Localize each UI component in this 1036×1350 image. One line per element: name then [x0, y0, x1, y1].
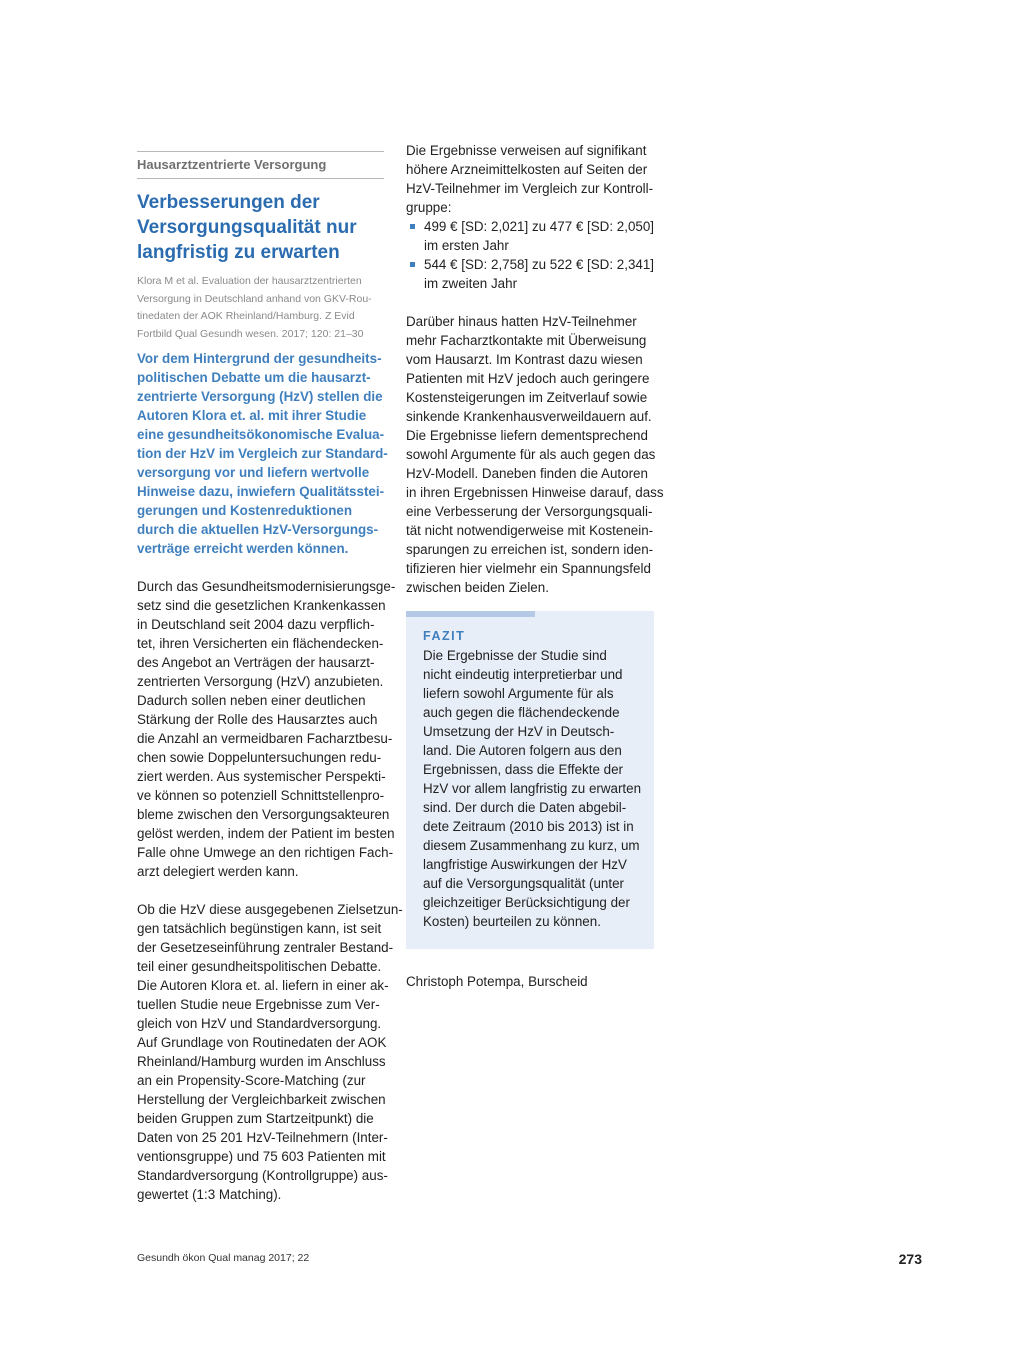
body-line: mehr Facharztkontakte mit Überweisung	[406, 333, 647, 348]
citation-line: tinedaten der AOK Rheinland/Hamburg. Z Evid	[137, 310, 355, 322]
body-paragraph-1	[137, 577, 396, 881]
list-item-line: im ersten Jahr	[424, 238, 509, 253]
body-line: Darüber hinaus hatten HzV-Teilnehmer	[406, 314, 637, 329]
body-line: Dadurch sollen neben einer deutlichen	[137, 693, 366, 708]
body-line: Patienten mit HzV jedoch auch geringere	[406, 371, 650, 386]
lead-line: tion der HzV im Vergleich zur Standard-	[137, 446, 388, 461]
fazit-line: gleichzeitiger Berücksichtigung der	[423, 895, 630, 910]
body-paragraph-3	[406, 312, 664, 597]
body-line: Die Ergebnisse liefern dementsprechend	[406, 428, 648, 443]
citation-line: Versorgung in Deutschland anhand von GKV-Rou-	[137, 292, 372, 305]
body-line: ziert werden. Aus systemischer Perspekti-	[137, 769, 386, 784]
body-line: höhere Arzneimittelkosten auf Seiten der	[406, 162, 648, 177]
journal-footer: Gesundh ökon Qual manag 2017; 22	[137, 1252, 310, 1264]
fazit-line: sind. Der durch die Daten abgebil-	[423, 800, 627, 815]
body-line: gleich von HzV und Standardversorgung.	[137, 1016, 382, 1031]
fazit-line: Kosten) beurteilen zu können.	[423, 914, 601, 929]
body-line: bleme zwischen den Versorgungsakteuren	[137, 807, 390, 822]
body-line: in Deutschland seit 2004 dazu verpflich-	[137, 617, 375, 632]
body-line: vom Hausarzt. Im Kontrast dazu wiesen	[406, 352, 643, 367]
body-line: zentrierten Versorgung (HzV) anzubieten.	[137, 674, 384, 689]
body-line: gewertet (1:3 Matching).	[137, 1187, 282, 1202]
page-number: 273	[898, 1251, 922, 1267]
body-line: setz sind die gesetzlichen Krankenkassen	[137, 598, 386, 613]
fazit-line: HzV vor allem langfristig zu erwarten	[423, 781, 642, 796]
body-line: Herstellung der Vergleichbarkeit zwischen	[137, 1092, 386, 1107]
lead-line: Hinweise dazu, inwiefern Qualitätsstei-	[137, 484, 385, 499]
lead-line: eine gesundheitsökonomische Evalua-	[137, 427, 385, 442]
fazit-line: nicht eindeutig interpretierbar und	[423, 667, 623, 682]
lead-line: verträge erreicht werden können.	[137, 541, 349, 556]
body-line: tet, ihren Versicherten ein flächendecken-	[137, 636, 384, 651]
body-line: eine Verbesserung der Versorgungsquali-	[406, 504, 653, 519]
fazit-heading: FAZIT	[423, 629, 466, 643]
fazit-line: Umsetzung der HzV in Deutsch-	[423, 724, 615, 739]
fazit-line: Die Ergebnisse der Studie sind	[423, 648, 607, 663]
body-line: teil einer gesundheitspolitischen Debatte.	[137, 959, 382, 974]
body-line: gruppe:	[406, 200, 452, 215]
fazit-line: Ergebnissen, dass die Effekte der	[423, 762, 623, 777]
list-item	[406, 255, 654, 293]
body-line: gen tatsächlich begünstigen kann, ist seit	[137, 921, 382, 936]
lead-line: durch die aktuellen HzV-Versorgungs-	[137, 522, 379, 537]
fazit-line: diesem Zusammenhang zu kurz, um	[423, 838, 640, 853]
fazit-line: dete Zeitraum (2010 bis 2013) ist in	[423, 819, 634, 834]
body-line: ve können so potenziell Schnittstellenpro-	[137, 788, 385, 803]
lead-paragraph	[137, 349, 388, 558]
citation-line: Fortbild Qual Gesundh wesen. 2017; 120: 21–30	[137, 327, 364, 340]
body-line: Die Autoren Klora et. al. liefern in einer ak-	[137, 978, 389, 993]
fazit-line: langfristige Auswirkungen der HzV	[423, 857, 627, 872]
lead-line: politischen Debatte um die hausarzt-	[137, 370, 371, 385]
lead-line: Autoren Klora et. al. mit ihrer Studie	[137, 408, 367, 423]
title-line: Versorgungsqualität nur	[137, 217, 357, 238]
body-line: an ein Propensity-Score-Matching (zur	[137, 1073, 366, 1088]
body-line: HzV-Modell. Daneben finden die Autoren	[406, 466, 648, 481]
body-line: Falle ohne Umwege an den richtigen Fach-	[137, 845, 394, 860]
list-item-line: 499 € [SD: 2,021] zu 477 € [SD: 2,050]	[424, 219, 655, 234]
article-title	[137, 190, 384, 265]
body-line: gelöst werden, indem der Patient im besten	[137, 826, 395, 841]
fazit-line: auf die Versorgungsqualität (unter	[423, 876, 624, 891]
lead-line: zentrierte Versorgung (HzV) stellen die	[137, 389, 383, 404]
body-line: ventionsgruppe) und 75 603 Patienten mit	[137, 1149, 386, 1164]
body-line: Auf Grundlage von Routinedaten der AOK	[137, 1035, 387, 1050]
body-line: zwischen beiden Zielen.	[406, 580, 549, 595]
fazit-accent-bar	[406, 611, 535, 617]
body-line: Standardversorgung (Kontrollgruppe) aus-	[137, 1168, 388, 1183]
body-line: arzt delegiert werden kann.	[137, 864, 299, 879]
body-line: Kostensteigerungen im Zeitverlauf sowie	[406, 390, 648, 405]
fazit-line: auch gegen die flächendeckende	[423, 705, 620, 720]
body-paragraph-2	[137, 900, 403, 1204]
fazit-line: land. Die Autoren folgern aus den	[423, 743, 622, 758]
fazit-text	[423, 646, 640, 931]
results-list	[406, 217, 654, 293]
section-label: Hausarztzentrierte Versorgung	[137, 152, 384, 179]
body-line: in ihren Ergebnissen Hinweise darauf, dass	[406, 485, 664, 500]
body-line: chen sowie Doppeluntersuchungen redu-	[137, 750, 382, 765]
fazit-line: liefern sowohl Argumente für als	[423, 686, 614, 701]
body-line: Durch das Gesundheitsmodernisierungsge-	[137, 579, 396, 594]
lead-line: gerungen und Kostenreduktionen	[137, 503, 352, 518]
body-line: die Anzahl an vermeidbaren Facharztbesu-	[137, 731, 393, 746]
body-line: des Angebot an Verträgen der hausarzt-	[137, 655, 375, 670]
body-line: Daten von 25 201 HzV-Teilnehmern (Inter-	[137, 1130, 388, 1145]
body-line: sowohl Argumente für als auch gegen das	[406, 447, 656, 462]
results-intro	[406, 141, 654, 217]
list-item-line: 544 € [SD: 2,758] zu 522 € [SD: 2,341]	[424, 257, 655, 272]
body-line: der Gesetzeseinführung zentraler Bestand-	[137, 940, 394, 955]
lead-line: versorgung vor und liefern wertvolle	[137, 465, 370, 480]
list-item	[406, 217, 654, 255]
body-line: beiden Gruppen zum Startzeitpunkt) die	[137, 1111, 374, 1126]
citation-line: Klora M et al. Evaluation der hausarztzentrierten	[137, 275, 362, 287]
body-line: Rheinland/Hamburg wurden im Anschluss	[137, 1054, 386, 1069]
body-line: tifizieren hier vielmehr ein Spannungsfeld	[406, 561, 651, 576]
list-item-line: im zweiten Jahr	[424, 276, 518, 291]
fazit-box	[406, 611, 654, 949]
body-line: Die Ergebnisse verweisen auf signifikant	[406, 143, 647, 158]
body-line: sinkende Krankenhausverweildauern auf.	[406, 409, 652, 424]
title-line: Verbesserungen der	[137, 192, 320, 213]
body-line: sparungen zu erreichen ist, sondern iden-	[406, 542, 654, 557]
title-line: langfristig zu erwarten	[137, 242, 340, 263]
left-column	[137, 151, 403, 1204]
body-line: Ob die HzV diese ausgegebenen Zielsetzun-	[137, 902, 403, 917]
citation	[137, 273, 384, 343]
right-column	[406, 141, 664, 991]
body-line: tät nicht notwendigerweise mit Kostenein-	[406, 523, 654, 538]
lead-line: Vor dem Hintergrund der gesundheits-	[137, 351, 382, 366]
author-line: Christoph Potempa, Burscheid	[406, 974, 588, 989]
body-line: Stärkung der Rolle des Hausarztes auch	[137, 712, 378, 727]
body-line: tuellen Studie neue Ergebnisse zum Ver-	[137, 997, 380, 1012]
body-line: HzV-Teilnehmer im Vergleich zur Kontroll-	[406, 181, 654, 196]
